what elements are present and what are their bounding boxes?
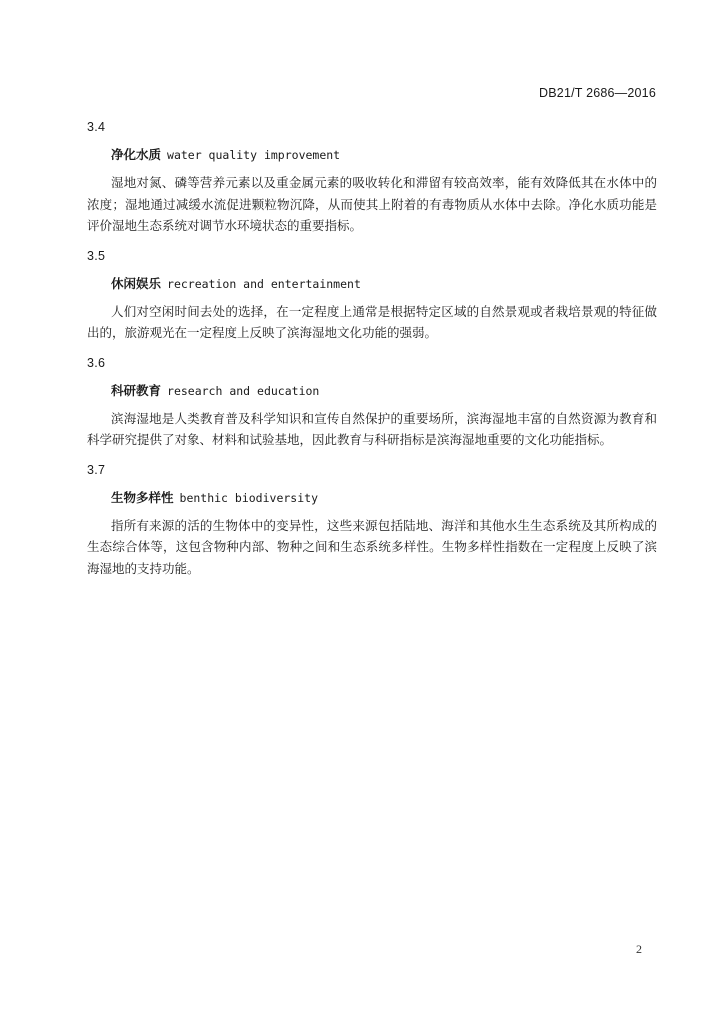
- term-english: research and education: [167, 383, 320, 398]
- definition-paragraph: 湿地对氮、磷等营养元素以及重金属元素的吸收转化和滞留有较高效率，能有效降低其在水体中的浓度；湿地通过减缓水流促进颗粒物沉降，从而使其上附着的有毒物质从水体中去除。净化水质功能是评价湿地生态系统对调节水环境状态的重要指标。: [87, 175, 657, 233]
- term-heading: [87, 146, 657, 164]
- document-code: DB21/T 2686—2016: [539, 86, 656, 100]
- term-chinese: 净化水质: [111, 147, 162, 162]
- term-chinese: 科研教育: [111, 382, 162, 398]
- term-heading: [87, 275, 657, 293]
- section-3-5: [87, 247, 657, 344]
- term-english: benthic biodiversity: [179, 490, 318, 505]
- section-number: 3.7: [87, 462, 106, 477]
- document-body: [87, 118, 657, 589]
- term-english: water quality improvement: [167, 148, 341, 162]
- term-heading: [87, 382, 657, 400]
- section-3-4: [87, 118, 657, 237]
- section-3-6: [87, 354, 657, 451]
- term-heading: [87, 489, 657, 507]
- section-number: 3.4: [87, 120, 106, 134]
- definition-paragraph: 指所有来源的活的生物体中的变异性，这些来源包括陆地、海洋和其他水生生态系统及其所构成的生态综合体等，这包含物种内部、物种之间和生态系统多样性。生物多样性指数在一定程度上反映了滨海湿地的支持功能。: [87, 517, 657, 576]
- section-number: 3.6: [87, 355, 106, 370]
- term-chinese: 生物多样性: [111, 489, 174, 505]
- section-number: 3.5: [87, 248, 106, 263]
- definition-paragraph: 滨海湿地是人类教育普及科学知识和宣传自然保护的重要场所，滨海湿地丰富的自然资源为教育和科学研究提供了对象、材料和试验基地，因此教育与科研指标是滨海湿地重要的文化功能指标。: [87, 410, 657, 447]
- definition-paragraph: 人们对空闲时间去处的选择，在一定程度上通常是根据特定区域的自然景观或者栽培景观的特征做出的，旅游观光在一定程度上反映了滨海湿地文化功能的强弱。: [87, 303, 657, 340]
- section-3-7: [87, 461, 657, 580]
- term-english: recreation and entertainment: [167, 276, 361, 291]
- term-chinese: 休闲娱乐: [111, 275, 162, 291]
- page-number: 2: [636, 942, 642, 956]
